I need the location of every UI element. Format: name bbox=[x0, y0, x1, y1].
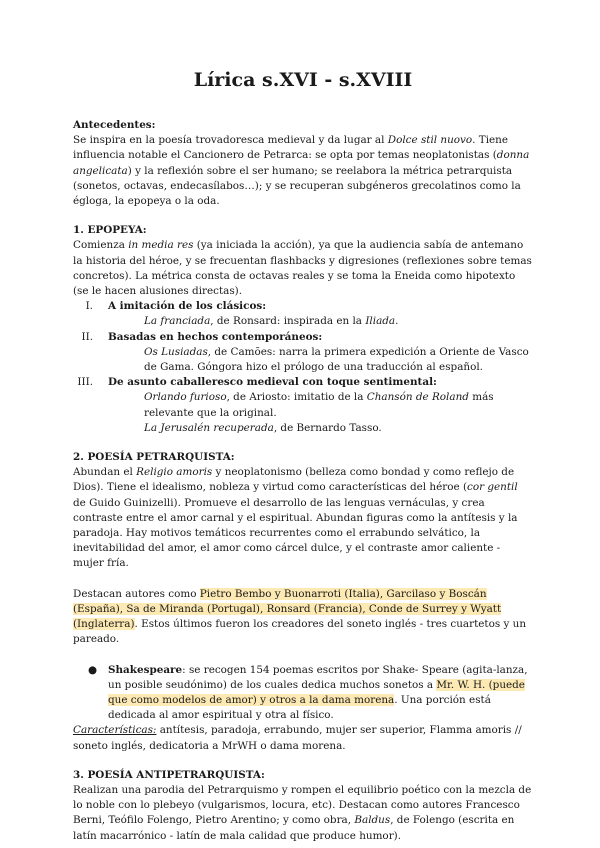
text: , de Ariosto: imitatio de la bbox=[226, 391, 367, 404]
italic-text: donna angelicata bbox=[73, 149, 530, 177]
section-heading: 2. POESÍA PETRARQUISTA: bbox=[73, 451, 235, 464]
italic-text: Religio amoris bbox=[136, 466, 213, 479]
italic-text: in media res bbox=[128, 239, 194, 252]
text: , de Folengo (escrita en latín macarrónico - latín de mala calidad que produce humor). bbox=[73, 814, 515, 842]
underlined-italic-label: Características: bbox=[73, 724, 157, 737]
paragraph bbox=[73, 238, 533, 299]
text: Realizan una parodia del Petrarquismo y rompen el equilibrio poético con la mezcla de lo noble con lo plebeyo (vulgarismos, locura, etc). Destacan como autores Francesco Berni, Teófilo Folengo, Pietro Arentino; y como obra, bbox=[73, 783, 532, 827]
paragraph bbox=[73, 133, 533, 209]
sub-line bbox=[108, 345, 533, 375]
text: . bbox=[395, 315, 399, 328]
roman-list bbox=[73, 299, 533, 436]
text: Destacan autores como bbox=[73, 587, 200, 600]
italic-text: Os Lusiadas bbox=[144, 345, 208, 358]
text: ) y la reflexión sobre el ser humano; se reelabora la métrica petrarquista (sonetos, octavas, endecasílabos…); y se recuperan subgéneros grecolatinos como la égloga, la epopeya o la oda. bbox=[73, 164, 521, 208]
text: (ya iniciada la acción), ya que la audiencia sabía de antemano la historia del héroe, y se frecuentan flashbacks y digresiones (reflexiones sobre temas concretos). La métrica consta de octavas reales y se toma la Eneida como hipotexto (se le hacen alusiones directas). bbox=[73, 239, 532, 298]
italic-text: La Jerusalén recuperada bbox=[144, 421, 274, 434]
italic-text: Dolce stil nuovo bbox=[387, 134, 473, 147]
list-number: III. bbox=[77, 376, 93, 389]
page-title: Lírica s.XVI - s.XVIII bbox=[193, 69, 413, 91]
document-page bbox=[73, 68, 533, 844]
highlighted-text: Mr. W. H. (puede que como modelos de amor) y otros a la dama morena bbox=[108, 678, 525, 706]
bold-text: Shakespeare bbox=[108, 663, 183, 676]
sub-line bbox=[108, 390, 533, 420]
section-heading: Antecedentes: bbox=[73, 119, 156, 131]
text: Abundan el bbox=[73, 466, 137, 479]
italic-text: Iliada bbox=[365, 315, 396, 328]
section-petrarquista bbox=[73, 450, 533, 754]
list-item-label: De asunto caballeresco medieval con toque sentimental: bbox=[108, 376, 437, 389]
section-heading: 3. POESÍA ANTIPETRARQUISTA: bbox=[73, 768, 265, 781]
list-item bbox=[73, 299, 533, 329]
text: Se inspira en la poesía trovadoresca medieval y da lugar al bbox=[73, 134, 388, 147]
list-item-label: Basadas en hechos contemporáneos: bbox=[108, 330, 323, 343]
sub-line bbox=[108, 421, 533, 436]
sub-line bbox=[108, 314, 533, 329]
bullet-item bbox=[73, 663, 533, 724]
list-item-label: A imitación de los clásicos: bbox=[108, 300, 267, 313]
bullet-dot-icon: ● bbox=[88, 663, 98, 676]
paragraph bbox=[73, 783, 533, 844]
paragraph-autores bbox=[73, 587, 533, 648]
italic-text: Orlando furioso bbox=[144, 391, 227, 404]
text: más relevante que la original. bbox=[144, 391, 494, 419]
text: de Guido Guinizelli). Promueve el desarrollo de las lenguas vernáculas, y crea contraste entre el amor carnal y el espiritual. Abundan figuras como la antítesis y la paradoja. Hay motivos temáticos recurrentes como el errabundo selvático, la inevitabilidad del amor, el amor como cárcel dulce, y el contraste amor caliente - mujer fría. bbox=[73, 496, 518, 570]
text: , de Bernardo Tasso. bbox=[273, 421, 382, 434]
text: , de Ronsard: inspirada en la bbox=[210, 315, 366, 328]
list-number: I. bbox=[85, 300, 93, 313]
list-item bbox=[73, 375, 533, 436]
italic-text: La franciada bbox=[144, 315, 211, 328]
section-epopeya bbox=[73, 223, 533, 436]
italic-text: Baldus bbox=[354, 814, 391, 827]
text: . Una porción está dedicada al amor espiritual y otra al físico. bbox=[108, 693, 491, 722]
text: Comienza bbox=[73, 239, 129, 252]
bullet-list bbox=[73, 663, 533, 724]
text: . Estos últimos fueron los creadores del soneto inglés - tres cuartetos y un pareado. bbox=[73, 618, 527, 646]
paragraph bbox=[73, 465, 533, 571]
italic-text: cor gentil bbox=[467, 481, 518, 494]
text: , de Camões: narra la primera expedición a Oriente de Vasco de Gama. Góngora hizo el prólogo de una traducción al español. bbox=[144, 345, 529, 374]
text: . Tiene influencia notable el Cancionero de Petrarca: se opta por temas neoplatonistas ( bbox=[73, 134, 509, 162]
text: : se recogen 154 poemas escritos por Shake- Speare (agita-lanza, un posible seudónimo) de los cuales dedica muchos sonetos a bbox=[108, 663, 528, 691]
section-antipetrarquista bbox=[73, 768, 533, 844]
paragraph-caracteristicas bbox=[73, 723, 533, 753]
text: antítesis, paradoja, errabundo, mujer ser superior, Flamma amoris // soneto inglés, dedicatoria a MrWH o dama morena. bbox=[73, 724, 522, 752]
italic-text: Chansón de Roland bbox=[366, 391, 469, 404]
text: y neoplatonismo (belleza como bondad y como reflejo de Dios). Tiene el idealismo, nobleza y virtud como características del héroe ( bbox=[73, 466, 515, 494]
list-item bbox=[73, 330, 533, 376]
section-heading: 1. EPOPEYA: bbox=[73, 224, 147, 237]
highlighted-text: Pietro Bembo y Buonarroti (Italia), Garcilaso y Boscán (España), Sa de Miranda (Portugal), Ronsard (Francia), Conde de Surrey y Wyatt (Inglaterra) bbox=[73, 587, 502, 631]
list-number: II. bbox=[81, 330, 93, 343]
section-antecedentes bbox=[73, 118, 533, 209]
